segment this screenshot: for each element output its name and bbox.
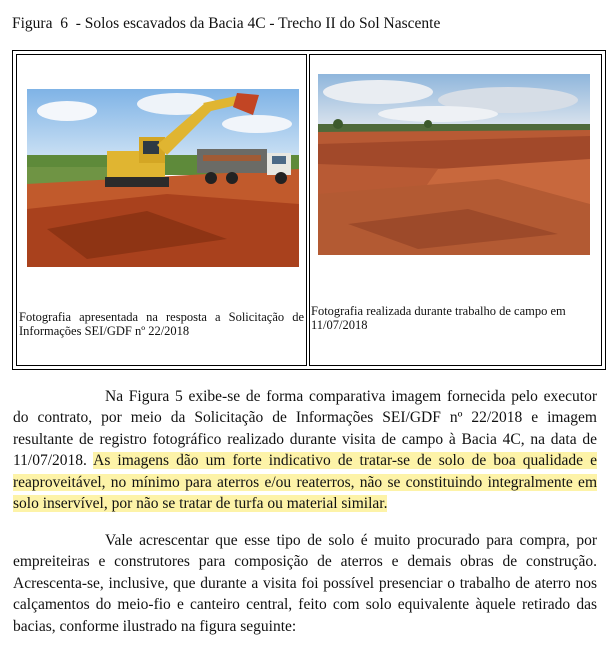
figure-cell-right — [309, 54, 602, 366]
paragraph-1 — [13, 386, 597, 514]
highlighted-text: As imagens dão um forte indicativo de tratar-se de solo de boa qualidade e reaproveitável, no mínimo para aterros e/ou reaterros, não se constituindo integralmente em solo inservível, por não se tratar de turfa ou material similar. — [13, 452, 597, 513]
figure-table — [12, 50, 606, 370]
photo-caption-left: Fotografia apresentada na resposta a Solicitação de Informações SEI/GDF nº 22/2018 — [19, 310, 304, 338]
photo-caption-right: Fotografia realizada durante trabalho de campo em 11/07/2018 — [311, 304, 566, 332]
paragraph-1-text: Na Figura 5 exibe-se de forma comparativa imagem fornecida pelo executor do contrato, por meio da Solicitação de Informações SEI/GDF nº 22/2018 e imagem resultante de registro fotográfico realizado durante visita de campo à Bacia 4C, na data de 11/07/2018. — [13, 388, 597, 470]
figure-cell-left — [16, 54, 307, 366]
excavated-basin-photo — [318, 74, 590, 255]
paragraph-2 — [13, 530, 597, 637]
figure-caption: Figura 6 - Solos escavados da Bacia 4C - Trecho II do Sol Nascente — [12, 15, 441, 32]
paragraph-2-text: Vale acrescentar que esse tipo de solo é muito procurado para compra, por empreiteiras e construtores para composição de aterros e demais obras de construção. Acrescenta-se, inclusive, que durante a visita foi possível presenciar o trabalho de aterro nos calçamentos do meio-fio e canteiro central, feito com solo equivalente àquele retirado das bacias, conforme ilustrado na figura seguinte: — [13, 532, 597, 635]
excavator-truck-photo — [27, 89, 299, 267]
